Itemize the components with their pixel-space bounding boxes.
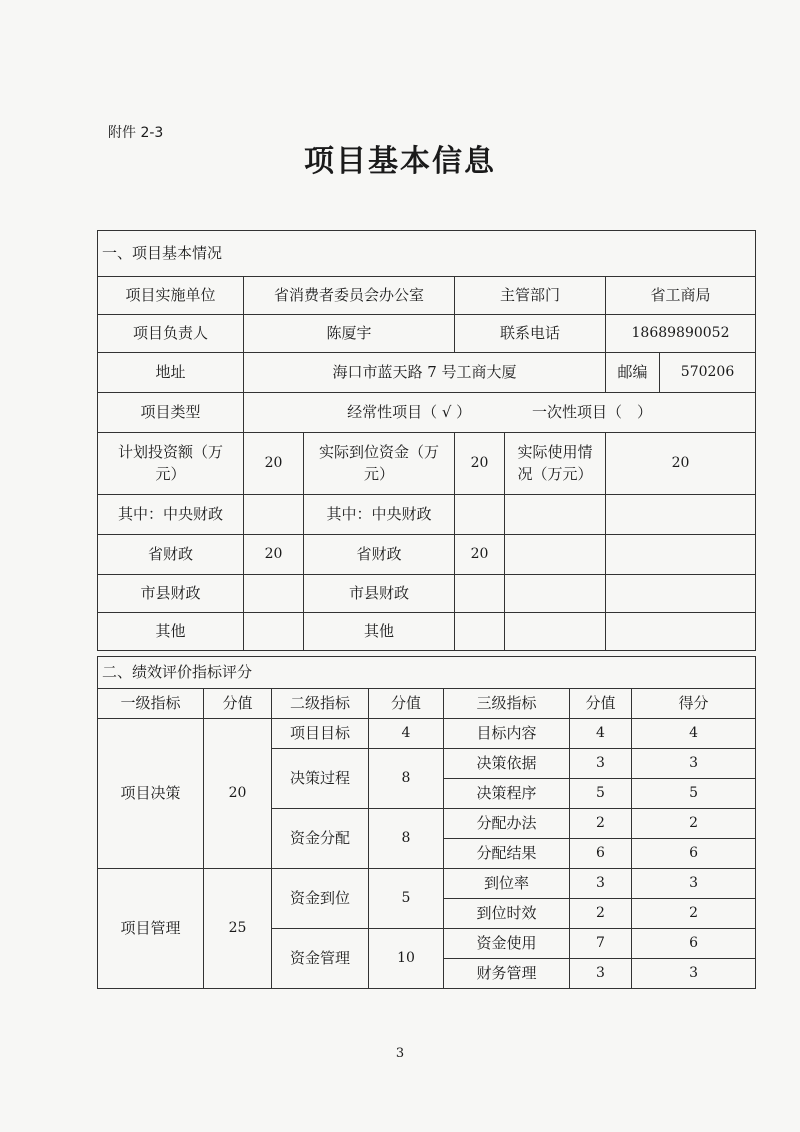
l1-score: 20 [204,719,272,869]
l3-score: 2 [570,809,632,839]
leader-value: 陈厦宇 [244,315,455,353]
l1-name: 项目决策 [98,719,204,869]
l2-name: 资金分配 [272,809,369,869]
col-l3-header: 三级指标 [444,689,570,719]
l3-score: 6 [570,839,632,869]
l3-name: 分配结果 [444,839,570,869]
l3-name: 目标内容 [444,719,570,749]
l3-result: 2 [632,899,756,929]
other-value-2 [455,613,505,651]
l2-name: 项目目标 [272,719,369,749]
l2-name: 决策过程 [272,749,369,809]
l2-name: 资金到位 [272,869,369,929]
central-usage-value [606,495,756,535]
type-recurring: 经常性项目（ √ ） [347,402,472,421]
l1-score: 25 [204,869,272,989]
county-label-1: 市县财政 [98,575,244,613]
province-value-1: 20 [244,535,304,575]
l3-result: 6 [632,929,756,959]
province-label-1: 省财政 [98,535,244,575]
actual-label: 实际到位资金（万元） [304,433,455,495]
l3-name: 财务管理 [444,959,570,989]
province-label-2: 省财政 [304,535,455,575]
page-number: 3 [395,1046,405,1061]
l3-name: 到位时效 [444,899,570,929]
dept-label: 主管部门 [455,277,606,315]
basic-info-table [97,230,756,651]
col-l1-header: 一级指标 [98,689,204,719]
actual-value: 20 [455,433,505,495]
l3-name: 决策程序 [444,779,570,809]
plan-value: 20 [244,433,304,495]
impl-unit-label: 项目实施单位 [98,277,244,315]
l1-name: 项目管理 [98,869,204,989]
l2-score: 10 [369,929,444,989]
l3-name: 资金使用 [444,929,570,959]
l3-result: 4 [632,719,756,749]
phone-value: 18689890052 [606,315,756,353]
type-onetime: 一次性项目（ ） [531,402,652,421]
leader-label: 项目负责人 [98,315,244,353]
col-score2-header: 分值 [369,689,444,719]
central-usage-label [505,495,606,535]
impl-unit-value: 省消费者委员会办公室 [244,277,455,315]
l3-name: 决策依据 [444,749,570,779]
l3-score: 4 [570,719,632,749]
type-label: 项目类型 [98,393,244,433]
central-label-1: 其中：中央财政 [98,495,244,535]
performance-table [97,656,756,989]
address-value: 海口市蓝天路 7 号工商大厦 [244,353,606,393]
l3-result: 3 [632,869,756,899]
l3-name: 分配办法 [444,809,570,839]
central-value-2 [455,495,505,535]
col-l2-header: 二级指标 [272,689,369,719]
county-value-1 [244,575,304,613]
l2-score: 4 [369,719,444,749]
usage-label: 实际使用情况（万元） [505,433,606,495]
col-score1-header: 分值 [204,689,272,719]
central-value-1 [244,495,304,535]
address-label: 地址 [98,353,244,393]
col-score3-header: 分值 [570,689,632,719]
province-usage-label [505,535,606,575]
l3-name: 到位率 [444,869,570,899]
phone-label: 联系电话 [455,315,606,353]
attachment-label: 附件 2-3 [108,125,164,141]
l3-score: 3 [570,749,632,779]
section1-heading: 一、项目基本情况 [98,231,756,277]
l2-score: 8 [369,749,444,809]
province-usage-value [606,535,756,575]
other-label-1: 其他 [98,613,244,651]
l2-name: 资金管理 [272,929,369,989]
l3-score: 2 [570,899,632,929]
other-usage-value [606,613,756,651]
l3-score: 3 [570,959,632,989]
county-label-2: 市县财政 [304,575,455,613]
usage-value: 20 [606,433,756,495]
county-usage-value [606,575,756,613]
table-row [98,869,756,899]
col-result-header: 得分 [632,689,756,719]
l3-result: 3 [632,959,756,989]
l3-result: 2 [632,809,756,839]
l3-score: 7 [570,929,632,959]
l3-score: 3 [570,869,632,899]
l3-result: 3 [632,749,756,779]
l3-score: 5 [570,779,632,809]
plan-label: 计划投资额（万元） [98,433,244,495]
postcode-label: 邮编 [606,353,660,393]
county-usage-label [505,575,606,613]
other-usage-label [505,613,606,651]
postcode-value: 570206 [660,353,756,393]
table-row [98,719,756,749]
l3-result: 5 [632,779,756,809]
central-label-2: 其中：中央财政 [304,495,455,535]
l3-result: 6 [632,839,756,869]
dept-value: 省工商局 [606,277,756,315]
other-label-2: 其他 [304,613,455,651]
section2-heading: 二、绩效评价指标评分 [98,657,756,689]
other-value-1 [244,613,304,651]
l2-score: 5 [369,869,444,929]
province-value-2: 20 [455,535,505,575]
l2-score: 8 [369,809,444,869]
page-title: 项目基本信息 [304,144,496,179]
county-value-2 [455,575,505,613]
